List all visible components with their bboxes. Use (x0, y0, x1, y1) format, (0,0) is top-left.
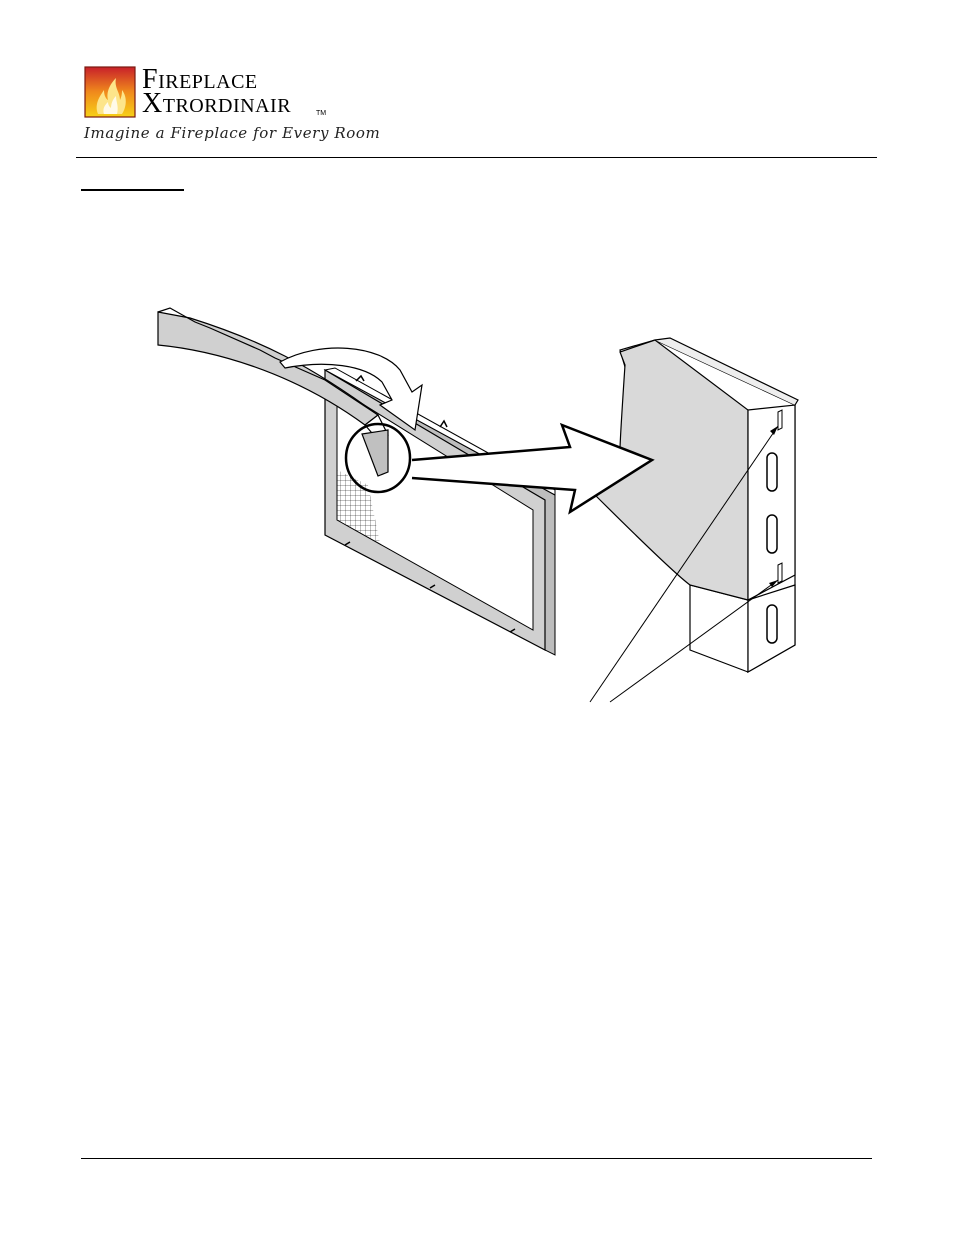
brand-line-2: Xtrordinair (142, 88, 292, 119)
installation-illustration (150, 300, 810, 710)
brand-line-1: Fireplace (142, 64, 258, 95)
flame-logo-icon (84, 66, 136, 118)
fireplace-unit (580, 338, 798, 672)
header-rule (76, 157, 877, 158)
brand-wordmark (142, 64, 292, 119)
tagline: Imagine a Fireplace for Every Room (84, 124, 381, 142)
footer-rule (81, 1158, 872, 1159)
trademark: TM (316, 110, 327, 117)
brand-logo (84, 66, 414, 150)
section-heading-underline (81, 189, 184, 191)
